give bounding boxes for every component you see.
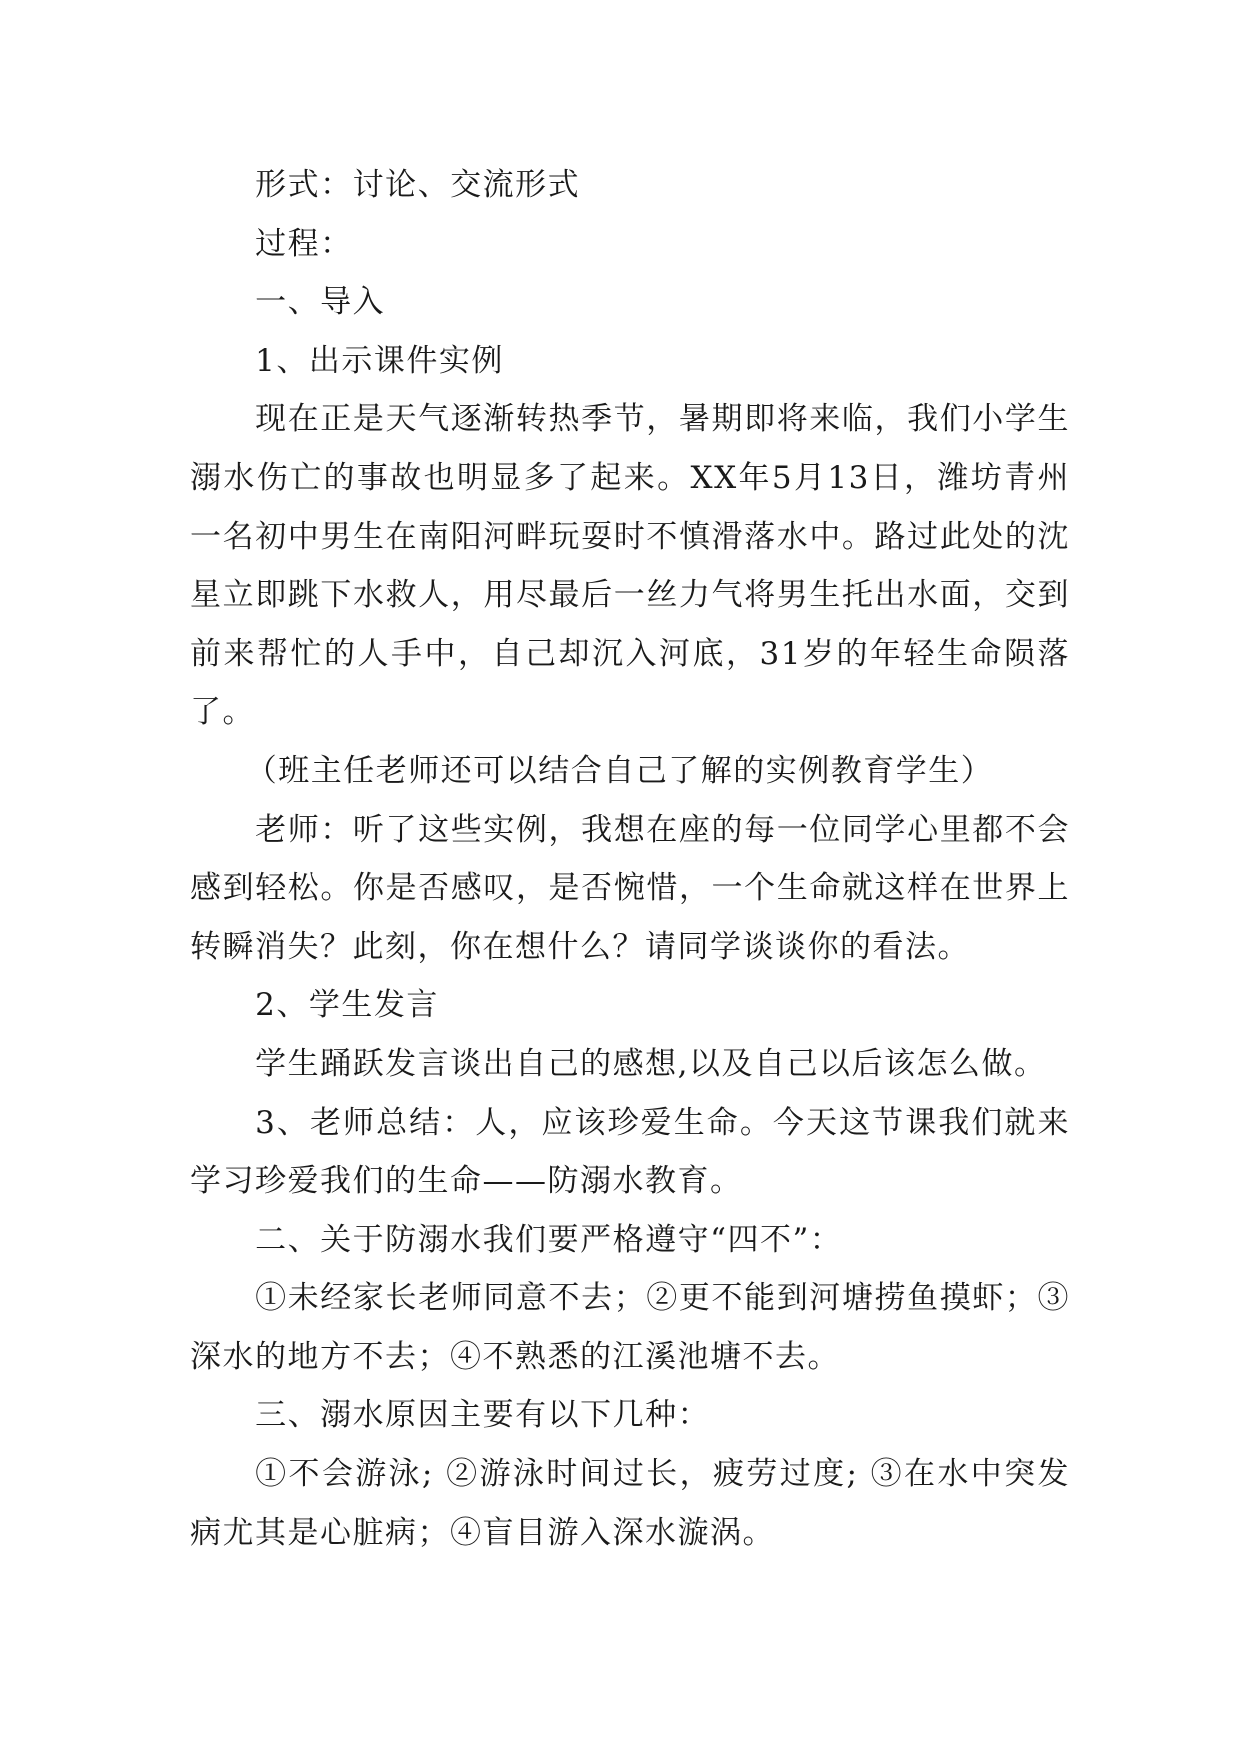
section-heading-four-nots: 二、关于防溺水我们要严格遵守“四不”： — [255, 1221, 843, 1258]
section-heading-introduction: 一、导入 — [255, 284, 386, 321]
section-heading-drowning-causes: 三、溺水原因主要有以下几种： — [255, 1397, 711, 1434]
paragraph-student-speech: 学生踊跃发言谈出自己的感想,以及自己以后该怎么做。 — [255, 1045, 1047, 1082]
paragraph-format: 形式：讨论、交流形式 — [255, 167, 581, 203]
paragraph-four-nots-list: ①未经家长老师同意不去；②更不能到河塘捞鱼摸虾；③深水的地方不去；④不熟悉的江溪池塘不去。 — [190, 1280, 1070, 1375]
subheading-student-speech: 2、学生发言 — [255, 987, 439, 1024]
paragraph-teacher-question: 老师：听了这些实例，我想在座的每一位同学心里都不会感到轻松。你是否感叹，是否惋惜，一个生命就这样在世界上转瞬消失？此刻，你在想什么？请同学谈谈你的看法。 — [190, 811, 1070, 965]
paragraph-drowning-causes-list: ①不会游泳; ②游泳时间过长，疲劳过度; ③在水中突发病尤其是心脏病；④盲目游入深水漩涡。 — [190, 1456, 1070, 1551]
paragraph-teacher-note: （班主任老师还可以结合自己了解的实例教育学生） — [245, 752, 994, 789]
document-body — [190, 156, 1070, 1562]
paragraph-process-heading: 过程： — [255, 225, 353, 262]
paragraph-case-example: 现在正是天气逐渐转热季节，暑期即将来临，我们小学生溺水伤亡的事故也明显多了起来。XX年5月13日，潍坊青州一名初中男生在南阳河畔玩耍时不慎滑落水中。路过此处的沈星立即跳下水救人，用尽最后一丝力气将男生托出水面，交到前来帮忙的人手中，自己却沉入河底，31岁的年轻生命陨落了。 — [190, 401, 1070, 731]
subheading-show-examples: 1、出示课件实例 — [255, 342, 504, 379]
paragraph-teacher-summary: 3、老师总结：人，应该珍爱生命。今天这节课我们就来学习珍爱我们的生命——防溺水教育。 — [190, 1104, 1070, 1200]
